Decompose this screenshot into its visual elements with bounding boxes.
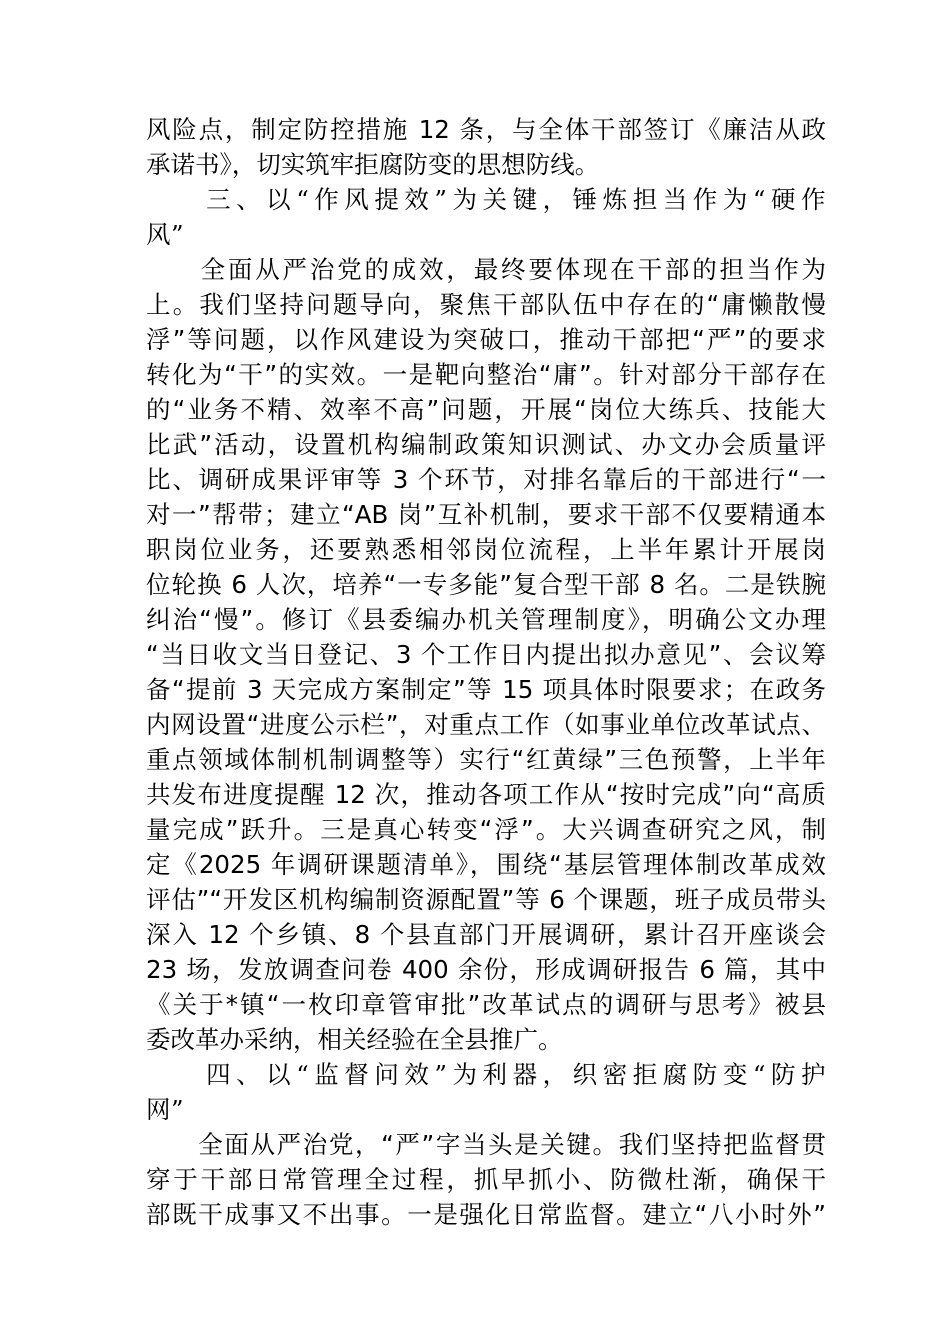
text-line: 部既干成事又不出事。一是强化日常监督。建立“八小时外” bbox=[146, 1200, 826, 1229]
text-line: 位轮换 6 人次，培养“一专多能”复合型干部 8 名。二是铁腕 bbox=[146, 570, 826, 599]
text-line: “当日收文当日登记、3 个工作日内提出拟办意见”、会议筹 bbox=[146, 640, 826, 669]
section-heading-4: 四、以“监督问效”为利器，织密拒腐防变“防护 bbox=[146, 1060, 826, 1089]
text-line: 的“业务不精、效率不高”问题，开展“岗位大练兵、技能大 bbox=[146, 395, 826, 424]
text-line: 重点领域体制机制调整等）实行“红黄绿”三色预警，上半年 bbox=[146, 745, 826, 774]
text-line: 委改革办采纳，相关经验在全县推广。 bbox=[146, 1025, 563, 1054]
text-line: 纠治“慢”。修订《县委编办机关管理制度》，明确公文办理 bbox=[146, 605, 826, 634]
text-line: 全面从严治党，“严”字当头是关键。我们坚持把监督贯 bbox=[146, 1130, 826, 1159]
text-line: 评估”“开发区机构编制资源配置”等 6 个课题，班子成员带头 bbox=[146, 885, 826, 914]
text-line: 全面从严治党的成效，最终要体现在干部的担当作为 bbox=[146, 255, 826, 284]
text-line: 风险点，制定防控措施 12 条，与全体干部签订《廉洁从政 bbox=[146, 115, 826, 144]
text-line: 穿于干部日常管理全过程，抓早抓小、防微杜渐，确保干 bbox=[146, 1165, 826, 1194]
text-line: 量完成”跃升。三是真心转变“浮”。大兴调查研究之风，制 bbox=[146, 815, 826, 844]
section-heading-3-end: 风” bbox=[146, 220, 185, 249]
text-line: 《关于*镇“一枚印章管审批”改革试点的调研与思考》被县 bbox=[146, 990, 826, 1019]
text-line: 对一”帮带；建立“AB 岗”互补机制，要求干部不仅要精通本 bbox=[146, 500, 826, 529]
text-line: 内网设置“进度公示栏”，对重点工作（如事业单位改革试点、 bbox=[146, 710, 826, 739]
text-line: 职岗位业务，还要熟悉相邻岗位流程，上半年累计开展岗 bbox=[146, 535, 826, 564]
text-line: 浮”等问题，以作风建设为突破口，推动干部把“严”的要求 bbox=[146, 325, 826, 354]
text-line: 比武”活动，设置机构编制政策知识测试、办文办会质量评 bbox=[146, 430, 826, 459]
text-line: 定《2025 年调研课题清单》，围绕“基层管理体制改革成效 bbox=[146, 850, 826, 879]
text-line: 23 场，发放调查问卷 400 余份，形成调研报告 6 篇，其中 bbox=[146, 955, 826, 984]
section-heading-4-end: 网” bbox=[146, 1095, 185, 1124]
text-line: 备“提前 3 天完成方案制定”等 15 项具体时限要求；在政务 bbox=[146, 675, 826, 704]
section-heading-3: 三、以“作风提效”为关键，锤炼担当作为“硬作 bbox=[146, 185, 826, 214]
text-line: 承诺书》，切实筑牢拒腐防变的思想防线。 bbox=[146, 150, 600, 179]
text-line: 转化为“干”的实效。一是靶向整治“庸”。针对部分干部存在 bbox=[146, 360, 826, 389]
text-line: 共发布进度提醒 12 次，推动各项工作从“按时完成”向“高质 bbox=[146, 780, 826, 809]
document-body bbox=[146, 112, 826, 1232]
text-line: 上。我们坚持问题导向，聚焦干部队伍中存在的“庸懒散慢 bbox=[146, 290, 826, 319]
text-line: 深入 12 个乡镇、8 个县直部门开展调研，累计召开座谈会 bbox=[146, 920, 826, 949]
text-line: 比、调研成果评审等 3 个环节，对排名靠后的干部进行“一 bbox=[146, 465, 826, 494]
